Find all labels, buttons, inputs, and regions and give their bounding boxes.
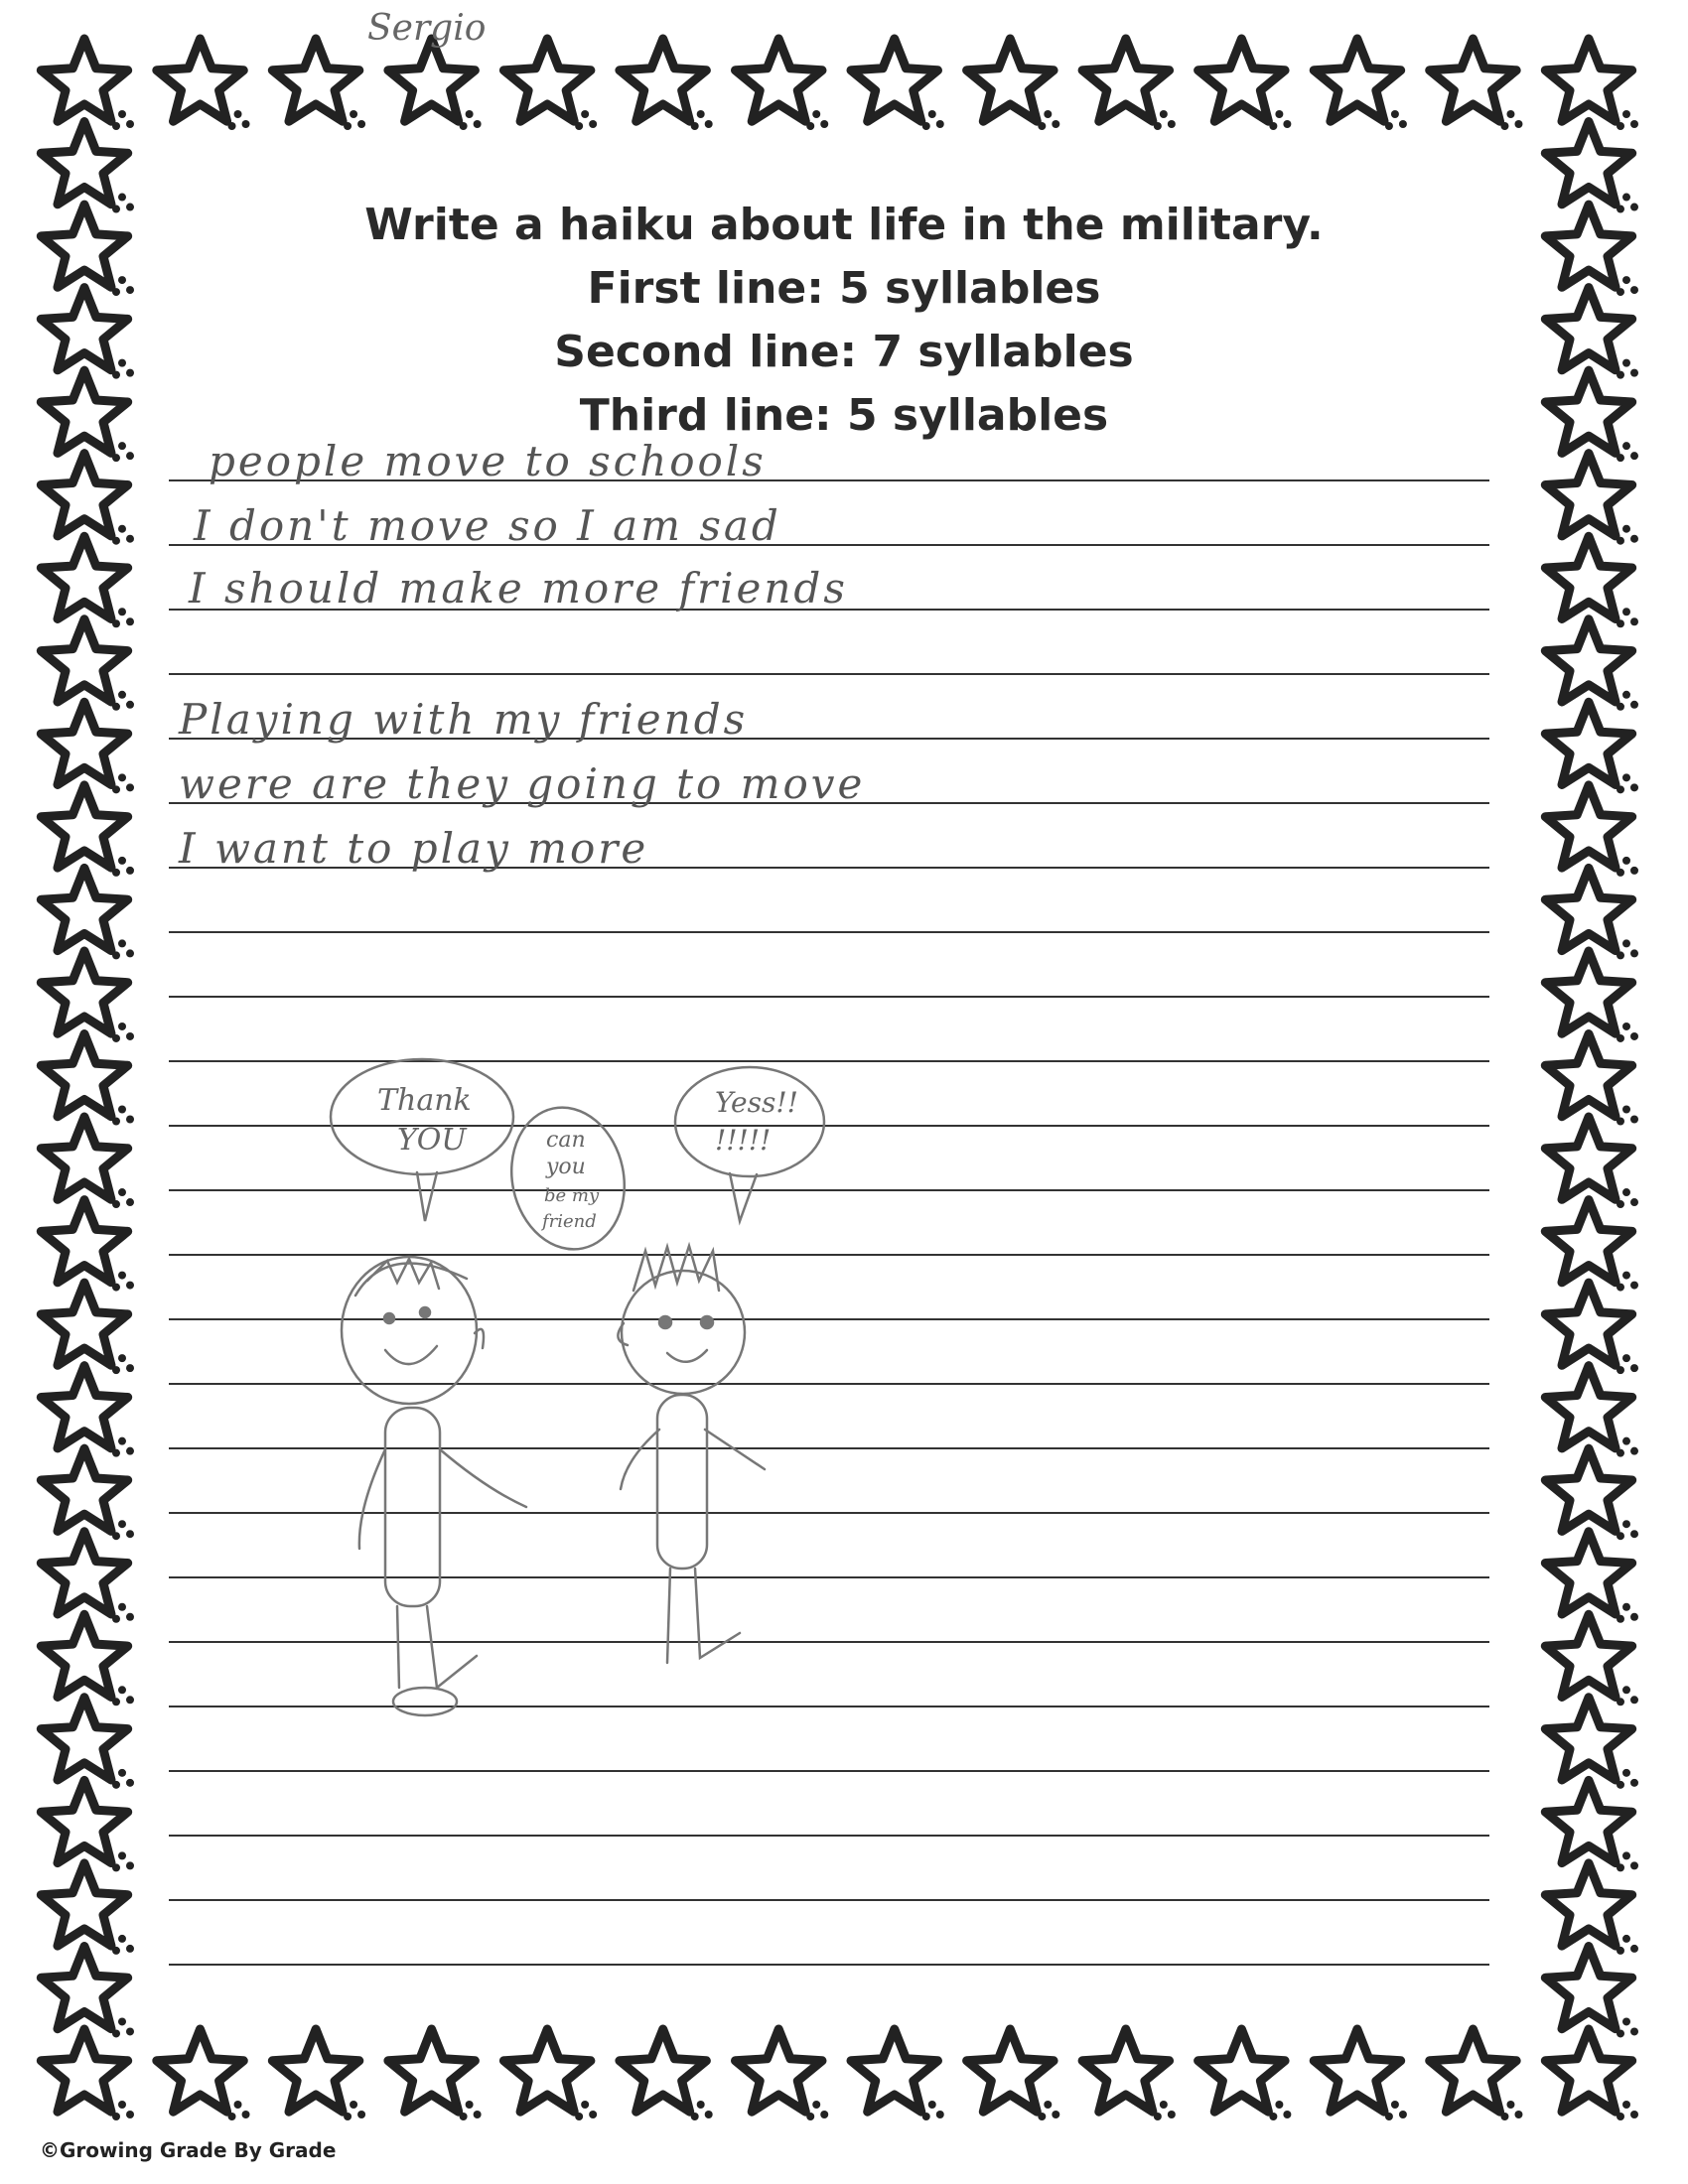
- haiku-2-line-1: Playing with my friends: [179, 695, 749, 744]
- border-star-icon: [41, 1947, 134, 2038]
- border-star-icon: [388, 2029, 482, 2120]
- border-star-icon: [851, 2029, 944, 2120]
- kids-drawing: [298, 1052, 854, 1727]
- border-star-icon: [736, 39, 829, 130]
- border-star-icon: [41, 951, 134, 1042]
- bubble-middle-line-3: be my: [544, 1185, 600, 1206]
- border-star-icon: [503, 2029, 597, 2120]
- haiku-2-line-2: were are they going to move: [179, 759, 866, 808]
- border-star-icon: [1545, 39, 1638, 130]
- border-star-icon: [736, 2029, 829, 2120]
- border-star-icon: [41, 1117, 134, 1208]
- border-star-icon: [41, 619, 134, 711]
- border-star-icon: [41, 1283, 134, 1374]
- border-star-icon: [388, 39, 482, 130]
- border-star-icon: [1545, 1614, 1638, 1706]
- haiku-1-line-2: I don't move so I am sad: [194, 501, 781, 550]
- syllable-rule-third: Third line: 5 syllables: [579, 390, 1109, 441]
- border-star-icon: [41, 1532, 134, 1623]
- border-star-icon: [272, 2029, 365, 2120]
- border-star-icon: [1545, 454, 1638, 545]
- border-star-icon: [41, 1698, 134, 1789]
- border-star-icon: [1082, 39, 1176, 130]
- bubble-left-line-1: Thank: [377, 1083, 472, 1118]
- border-star-icon: [1545, 1117, 1638, 1208]
- border-star-icon: [157, 39, 250, 130]
- border-star-icon: [41, 702, 134, 793]
- border-star-icon: [41, 1034, 134, 1126]
- border-star-icon: [41, 2029, 134, 2120]
- ruled-line: [169, 1899, 1489, 1901]
- border-star-icon: [1430, 2029, 1523, 2120]
- haiku-1-line-3: I should make more friends: [189, 564, 848, 613]
- border-star-icon: [1545, 2029, 1638, 2120]
- border-star-icon: [1545, 619, 1638, 711]
- border-star-icon: [503, 39, 597, 130]
- border-star-icon: [1545, 868, 1638, 959]
- border-star-icon: [41, 1448, 134, 1540]
- border-star-icon: [41, 1200, 134, 1292]
- haiku-prompt: Write a haiku about life in the military.: [364, 200, 1324, 250]
- ruled-line: [169, 673, 1489, 675]
- border-star-icon: [1545, 951, 1638, 1042]
- child-figure-right: [618, 1246, 765, 1663]
- border-star-icon: [1545, 1283, 1638, 1374]
- border-star-icon: [41, 536, 134, 627]
- border-star-icon: [620, 39, 713, 130]
- border-star-icon: [1545, 1863, 1638, 1955]
- border-star-icon: [851, 39, 944, 130]
- speech-bubble-right: [675, 1067, 824, 1176]
- border-star-icon: [1545, 1947, 1638, 2038]
- bubble-middle-line-1: can: [546, 1128, 586, 1153]
- border-star-icon: [1314, 39, 1407, 130]
- border-star-icon: [1545, 1366, 1638, 1457]
- border-star-icon: [41, 868, 134, 959]
- ruled-line: [169, 1964, 1489, 1966]
- border-star-icon: [41, 1614, 134, 1706]
- border-star-icon: [41, 39, 134, 130]
- child-figure-left: [342, 1257, 526, 1715]
- border-star-icon: [967, 2029, 1060, 2120]
- haiku-2-line-3: I want to play more: [179, 824, 649, 873]
- border-star-icon: [41, 785, 134, 877]
- border-star-icon: [41, 454, 134, 545]
- border-star-icon: [1545, 1034, 1638, 1126]
- border-star-icon: [1198, 2029, 1292, 2120]
- copyright-notice: ©Growing Grade By Grade: [40, 2138, 337, 2162]
- bubble-middle-line-2: you: [546, 1155, 586, 1179]
- border-star-icon: [1545, 1200, 1638, 1292]
- border-star-icon: [1545, 536, 1638, 627]
- border-star-icon: [1198, 39, 1292, 130]
- ruled-line: [169, 1770, 1489, 1772]
- border-star-icon: [1545, 702, 1638, 793]
- ruled-line: [169, 996, 1489, 998]
- border-star-icon: [272, 39, 365, 130]
- bubble-right-line-2: !!!!!: [715, 1124, 772, 1157]
- border-star-icon: [1545, 785, 1638, 877]
- border-star-icon: [620, 2029, 713, 2120]
- border-star-icon: [1430, 39, 1523, 130]
- border-star-icon: [1082, 2029, 1176, 2120]
- border-star-icon: [41, 1780, 134, 1871]
- ruled-line: [169, 931, 1489, 933]
- border-star-icon: [967, 39, 1060, 130]
- bubble-right-line-1: Yess!!: [715, 1086, 798, 1119]
- border-star-icon: [41, 1366, 134, 1457]
- worksheet-header: [0, 194, 1688, 448]
- border-star-icon: [1545, 1698, 1638, 1789]
- border-star-icon: [41, 1863, 134, 1955]
- border-star-icon: [1545, 1780, 1638, 1871]
- border-star-icon: [1545, 1532, 1638, 1623]
- name-scribble: Sergio: [367, 8, 487, 49]
- border-star-icon: [1314, 2029, 1407, 2120]
- bubble-middle-line-4: friend: [542, 1211, 597, 1232]
- ruled-line: [169, 1835, 1489, 1837]
- haiku-1-line-1: people move to schools: [209, 437, 767, 485]
- border-star-icon: [1545, 1448, 1638, 1540]
- syllable-rule-first: First line: 5 syllables: [587, 263, 1101, 314]
- syllable-rule-second: Second line: 7 syllables: [554, 327, 1134, 377]
- border-star-icon: [157, 2029, 250, 2120]
- bubble-left-line-2: YOU: [397, 1123, 467, 1158]
